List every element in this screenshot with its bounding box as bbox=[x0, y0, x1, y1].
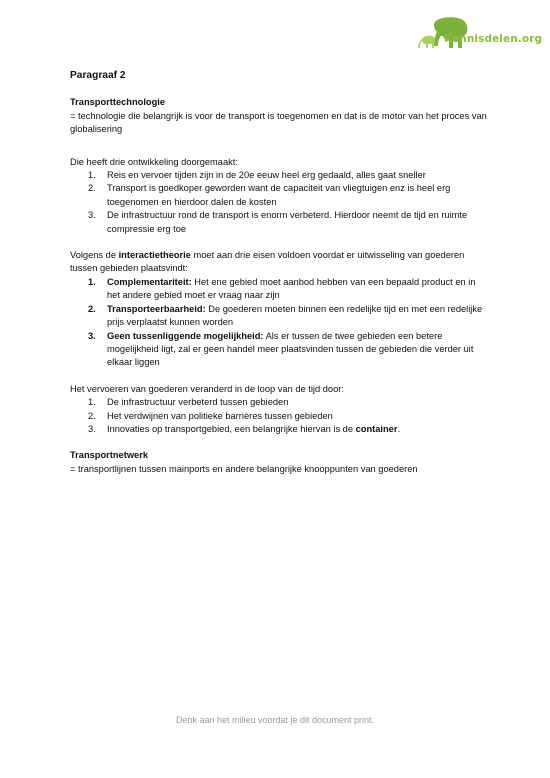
changes-intro: Het vervoeren van goederen veranderd in de loop van de tijd door: bbox=[70, 383, 344, 394]
changes-list bbox=[70, 396, 490, 436]
list-item: 2. Transporteerbaarheid: De goederen moeten binnen een redelijke tijd en met een redelijke prijs verplaatst kunnen worden bbox=[88, 303, 483, 328]
document-body bbox=[70, 69, 490, 476]
section-title-transportnetwerk: Transportnetwerk bbox=[70, 450, 149, 461]
footer-note: Denk aan het milieu voordat je dit document print. bbox=[175, 715, 375, 725]
definition-transportnetwerk: = transportlijnen tussen mainports en andere belangrijke knooppunten van goederen bbox=[70, 463, 418, 474]
list-item: 3. De infrastructuur rond de transport is enorm verbeterd. Hierdoor neemt de tijd en ruimte compressie erg toe bbox=[88, 210, 468, 234]
list-item: 1. Complementariteit: Het ene gebied moet aanbod hebben van een bepaald product en in het andere gebied moet er vraag naar zijn bbox=[88, 276, 476, 301]
logo-text: Kennisdelen.org bbox=[444, 33, 543, 45]
page-heading: Paragraaf 2 bbox=[70, 70, 126, 81]
list-item: 2. Transport is goedkoper geworden want de capaciteit van vliegtuigen enz is heel erg toegenomen en hierdoor dalen de kosten bbox=[88, 183, 451, 207]
section-title-transporttechnologie: Transporttechnologie bbox=[70, 97, 166, 108]
development-intro: Die heeft drie ontwikkeling doorgemaakt: bbox=[70, 156, 238, 167]
list-item: 3. Innovaties op transportgebied, een belangrijke hiervan is de container. bbox=[88, 423, 401, 434]
development-list bbox=[70, 169, 490, 236]
interaction-intro: Volgens de interactietheorie moet aan drie eisen voldoen voordat er uitwisseling van goederen tussen gebieden plaatsvindt: bbox=[70, 250, 465, 274]
list-item: 1. De infrastructuur verbeterd tussen gebieden bbox=[88, 397, 289, 408]
definition-transporttechnologie: = technologie die belangrijk is voor de transport is toegenomen en dat is de motor van het proces van globalisering bbox=[70, 110, 487, 135]
list-item: 1. Reis en vervoer tijden zijn in de 20e eeuw heel erg gedaald, alles gaat sneller bbox=[88, 170, 426, 181]
list-item: 2. Het verdwijnen van politieke barrières tussen gebieden bbox=[88, 410, 333, 421]
interaction-requirements-list bbox=[70, 276, 490, 370]
list-item: 3. Geen tussenliggende mogelijkheid: Als er tussen de twee gebieden een betere mogelijkheid ligt, zal er geen handel meer plaatsvinden tussen de gebieden die verder uit elkaar liggen bbox=[88, 330, 474, 368]
